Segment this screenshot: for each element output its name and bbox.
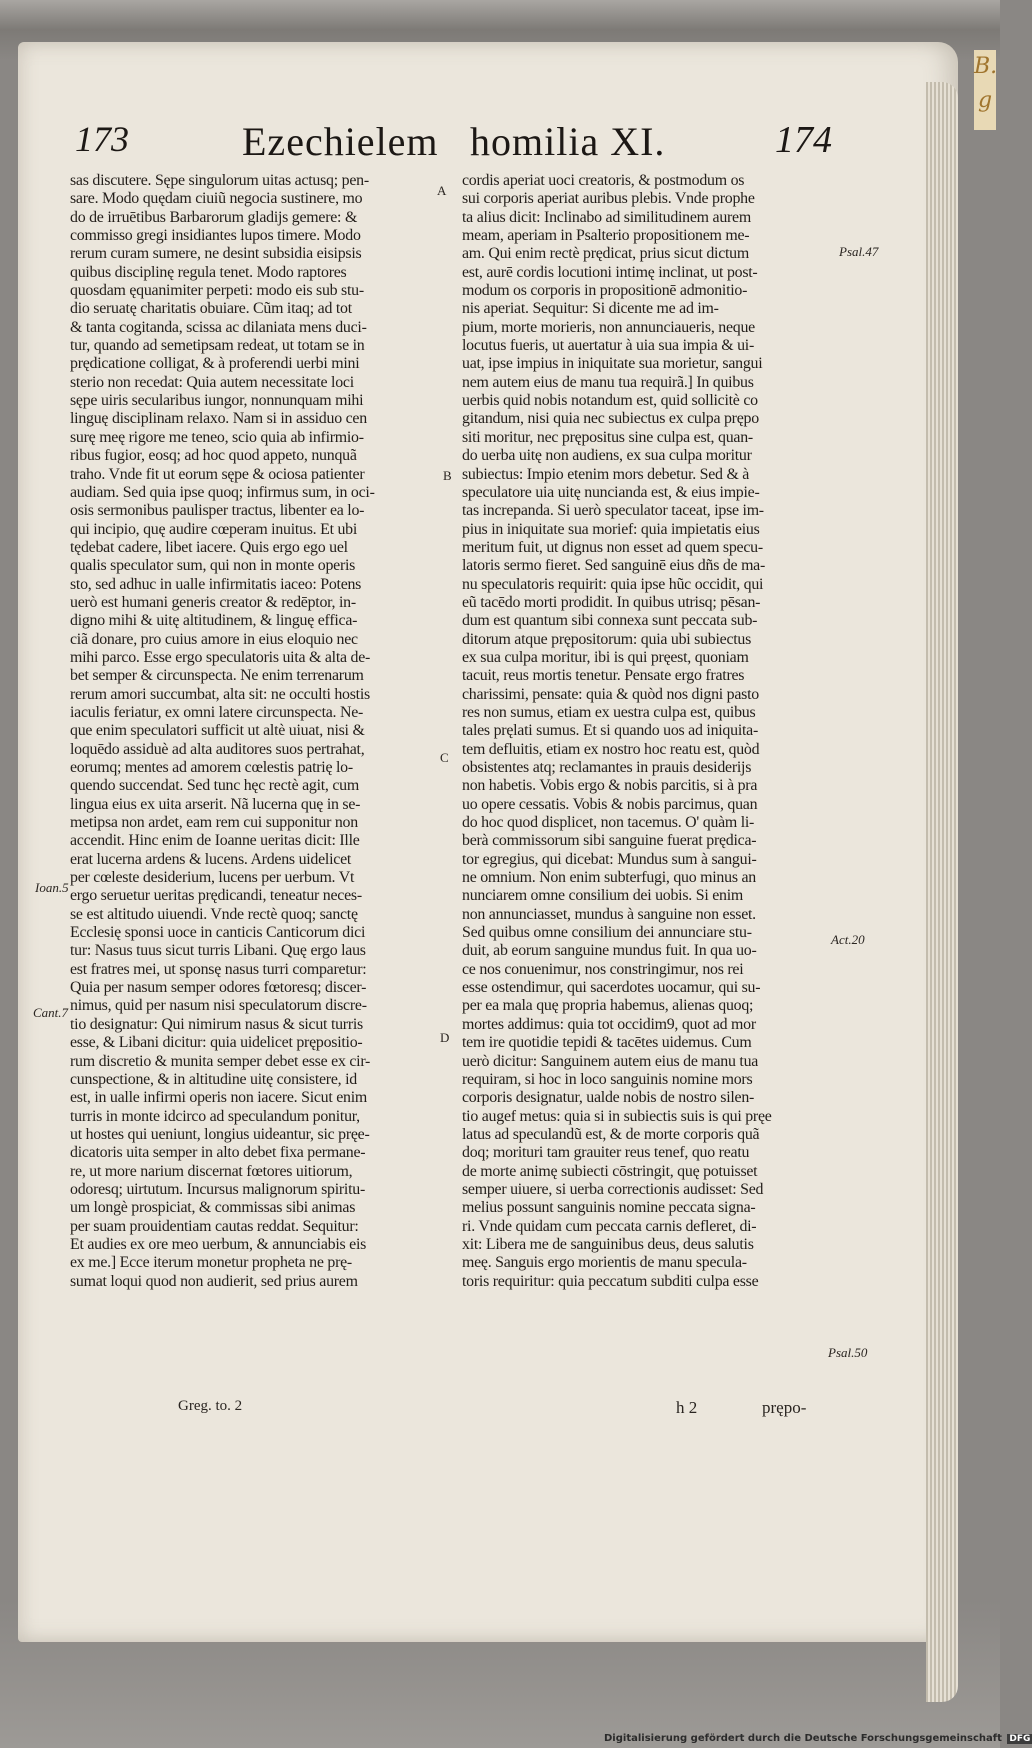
text-line: meę. Sanguis ergo morientis de manu specula-	[462, 1254, 747, 1272]
text-line: re, ut more narium discernat fœtores uitiorum,	[70, 1162, 353, 1180]
text-column-right	[462, 172, 830, 1291]
text-line: esse, & Libani dicitur: quia uidelicet prępositio-	[70, 1034, 363, 1052]
text-line: gitandum, nisi quia nec subiectus ex culpa prępo	[462, 410, 759, 428]
text-line: tędebat cadere, libet iacere. Quis ergo ego uel	[70, 538, 348, 556]
text-line: meritum fuit, ut dignus non esset ad quem specu-	[462, 538, 763, 556]
text-line: metipsa non ardet, eam rem cui supponitur non	[70, 814, 358, 832]
text-line: uerò dicitur: Sanguinem autem eius de manu tua	[462, 1052, 759, 1070]
text-line: Ecclesię sponsi uoce in canticis Canticorum dici	[70, 924, 366, 942]
text-line: eorumq; mentes ad amorem cœlestis patrię lo-	[70, 759, 353, 776]
running-title-right: homilia XI.	[470, 119, 666, 164]
text-line: ergo seruetur ueritas prędicandi, teneatur neces-	[70, 887, 362, 905]
gathering-mark: h 2	[676, 1398, 698, 1417]
text-line: uat, ipse impius in iniquitate sua morietur, sangui	[462, 355, 763, 373]
text-line: semper uiuere, si uerba correctionis audisset: Sed	[462, 1180, 764, 1198]
text-line: prędicatione colligat, & à proferendi uerbi mini	[70, 355, 360, 373]
text-line: Quia per nasum semper odores fœtoresq; discer-	[70, 979, 367, 997]
text-line: ex me.] Ecce iterum monetur propheta ne prę-	[70, 1254, 352, 1272]
section-mark-a: A	[437, 183, 447, 198]
text-line: tur, quando ad semetipsam redeat, ut totam se in	[70, 337, 365, 355]
text-line: modum os corporis in propositionē admonitio-	[462, 282, 748, 300]
text-line: tur: Nasus tuus sicut turris Libani. Quę ergo laus	[70, 942, 366, 960]
text-line: rerum curam sumere, ne desint subsidia eisipsis	[70, 245, 362, 263]
margin-note-psal-47: Psal.47	[839, 244, 879, 259]
dfg-logo-icon: DFG	[1009, 1734, 1031, 1744]
text-line: pium, morte morieris, non annunciaueris, neque	[462, 318, 755, 336]
text-line: ri. Vnde quidam cum peccata carnis defleret, di-	[462, 1217, 757, 1235]
text-line: ex sua culpa moritur, ibi is qui pręest, quoniam	[462, 648, 749, 666]
margin-note-cant-7: Cant.7	[33, 1005, 69, 1020]
text-line: tas increpanda. Si uerò speculator taceat, ipse im-	[462, 502, 764, 520]
text-line: & tanta cogitanda, scissa ac dilaniata mens duci-	[70, 318, 367, 336]
page-number-right: 174	[775, 119, 832, 161]
text-column-left	[70, 172, 442, 1291]
text-line: uerò est humani generis creator & redēptor, in-	[70, 593, 356, 611]
text-line: est, aurē cordis locutioni intimę inclinat, ut post-	[462, 263, 758, 281]
text-line: per ea mala quę propria habemus, alienas quoq;	[462, 997, 754, 1015]
text-line: eũ tacēdo morti prodidit. In quibus utrisq; pēsan-	[462, 593, 761, 611]
running-title-left: Ezechielem	[242, 119, 439, 164]
text-line: sterio non recedat: Quia autem necessitate loci	[70, 373, 354, 391]
text-line: meam, aperiam in Psalterio propositionem me-	[462, 227, 750, 245]
text-line: nunciarem omne consilium dei uobis. Si enim	[462, 887, 743, 905]
text-line: ribus fugior, eosq; ad hoc quod appeto, nunquã	[70, 447, 357, 465]
text-line: doq; morituri tam grauiter reus tenef, quo reatu	[462, 1144, 750, 1162]
text-line: berà commissorum sibi sanguine fuerat prędica-	[462, 832, 757, 850]
digitization-credit-line	[604, 1733, 1032, 1744]
text-line: traho. Vnde fit ut eorum sępe & ociosa patienter	[70, 465, 365, 483]
text-line: rerum amori succumbat, alta sit: ne occulti hostis	[70, 685, 370, 703]
text-line: melius possunt sanguinis nomine peccata signa-	[462, 1199, 756, 1217]
text-line: subiectus: Impio etenim mors debetur. Sed & à	[462, 465, 750, 483]
text-line: latus ad speculandũ est, & de morte corporis quã	[462, 1125, 760, 1143]
text-line: locutus fueris, ut auertatur à uia sua impia & ui-	[462, 337, 754, 355]
text-line: ditorum atque prępositorum: quia ubi subiectus	[462, 630, 752, 648]
text-line: tacuit, reus mortis tenetur. Pensate ergo fratres	[462, 667, 745, 685]
text-line: surę meę rigore me teneo, scio quia ab infirmio-	[70, 428, 364, 446]
text-line: speculatore uia uitę nuncianda est, & eius impie-	[462, 483, 760, 501]
text-line: cunspectione, & in altitudine uitę consistere, id	[70, 1070, 357, 1088]
text-line: est, in ualle infirmi operis non iacere. Sicut enim	[70, 1089, 368, 1107]
text-line: ta alius dicit: Inclinabo ad similitudinem aurem	[462, 208, 751, 226]
digitization-credit-text: Digitalisierung gefördert durch die Deutsche Forschungsgemeinschaft	[604, 1733, 1002, 1744]
margin-note-ioan-5: Ioan.5	[35, 880, 69, 895]
section-mark-c: C	[440, 750, 449, 765]
text-line: duit, ab eorum sanguine mundus fuit. In qua uo-	[462, 942, 757, 960]
text-line: obsistentes atq; reclamantes in prauis desiderijs	[462, 759, 752, 776]
page-stack-edge	[926, 82, 958, 1702]
text-line: non annunciasset, mundus à sanguine non esset.	[462, 905, 756, 923]
text-line: accendit. Hinc enim de Ioanne ueritas dicit: Ille	[70, 832, 360, 850]
text-line: turris in monte idcirco ad speculandum ponitur,	[70, 1107, 360, 1125]
text-line: nis aperiat. Sequitur: Si dicente me ad im-	[462, 300, 719, 318]
text-line: toris requiritur: quia peccatum subditi culpa esse	[462, 1272, 759, 1290]
text-line: de morte animę subiecti cōstringit, quę potuisset	[462, 1162, 758, 1180]
text-line: latoris sermo fieret. Sed sanguinē eius dñs de ma-	[462, 557, 766, 575]
section-mark-b: B	[443, 468, 452, 483]
text-line: linguę disciplinam relaxo. Nam si in assiduo cen	[70, 410, 367, 428]
text-line: erat lucerna ardens & lucens. Ardens uidelicet	[70, 850, 352, 868]
text-line: tem ire quotidie tepidi & tacētes uidemus. Cum	[462, 1034, 752, 1052]
text-line: digno mihi & uitę altitudinem, & linguę effica-	[70, 612, 358, 630]
text-line: uerbis quid nobis notandum est, quid sollicitè co	[462, 392, 758, 410]
text-line: mihi parco. Esse ergo speculatoris uita & alta de-	[70, 648, 371, 666]
text-line: uo opere cessatis. Vobis & nobis parcimus, quan	[462, 795, 758, 813]
text-line: loquēdo assiduè ad alta auditores suos pertrahat,	[70, 740, 365, 758]
text-line: requiram, si hoc in loco sanguinis nomine mors	[462, 1070, 753, 1088]
text-line: nem autem eius de manu tua requirã.] In quibus	[462, 373, 754, 391]
text-line: sui corporis aperiat auribus plebis. Vnde prophe	[462, 190, 755, 208]
text-line: osis sermonibus paulisper tractus, libenter ea lo-	[70, 502, 365, 520]
text-line: am. Qui enim rectè prędicat, prius sicut dictum	[462, 245, 749, 263]
text-line: audiam. Sed quia ipse quoq; infirmus sum, in oci-	[70, 483, 375, 501]
margin-note-act-20: Act.20	[831, 932, 865, 947]
text-line: dio seruatę charitatis obuiare. Cũm itaq; ad tot	[70, 300, 352, 318]
text-line: do hoc quod displicet, non tacemus. O' quàm li-	[462, 814, 755, 832]
text-line: sępe uiris secularibus iungor, nonnunquam mihi	[70, 392, 364, 410]
text-line: quendo succendat. Sed tunc hęc rectè agit, cum	[70, 777, 359, 795]
text-line: tales pręlati sumus. Et si quando uos ad iniquita-	[462, 722, 758, 740]
text-line: est fratres mei, ut sponsę nasus turri comparetur:	[70, 960, 367, 978]
text-line: do de irruētibus Barbarorum gladijs gemere: &	[70, 208, 358, 226]
library-label-sticker: B. g	[974, 50, 996, 130]
text-line: Et audies ex ore meo uerbum, & annunciabis eis	[70, 1235, 367, 1253]
text-line: sumat loqui quod non audierit, sed prius aurem	[70, 1272, 358, 1290]
text-line: dicatoris uita semper in alto debet fixa permane-	[70, 1144, 366, 1162]
text-line: tio designatur: Qui nimirum nasus & sicut turris	[70, 1015, 363, 1033]
text-line: iaculis feriatur, ex omni latere circunspecta. Ne-	[70, 703, 364, 721]
text-line: rum discretio & munita semper debet esse ex cir-	[70, 1052, 371, 1070]
text-line: tor egregius, qui dicebat: Mundus sum à sangui-	[462, 850, 757, 868]
text-line: do uerba uitę non audiens, ex sua culpa moritur	[462, 447, 752, 465]
text-line: siti moritur, nec prępositus sine culpa est, quan-	[462, 428, 753, 446]
text-line: charissimi, pensate: quia & quòd nos digni pasto	[462, 685, 759, 703]
text-line: dum est quantum sibi connexa sunt peccata sub-	[462, 612, 758, 630]
text-line: sas discutere. Sępe singulorum uitas actusq; pen-	[70, 172, 369, 189]
text-line: ne omnium. Non enim subterfugi, quo minus an	[462, 869, 756, 887]
text-line: nimus, quid per nasum nisi speculatorum discre-	[70, 997, 367, 1015]
text-line: res non sumus, etiam ex uestra culpa est, quibus	[462, 703, 756, 721]
text-line: odoresq; uirtutum. Incursus malignorum spiritu-	[70, 1180, 365, 1198]
text-line: corporis designatur, ualde nobis de nostro silen-	[462, 1089, 755, 1107]
text-line: qualis speculator sum, qui non in monte operis	[70, 557, 356, 575]
text-line: Sed quibus omne consilium dei annunciare stu-	[462, 924, 752, 942]
text-line: cordis aperiat uoci creatoris, & postmodum os	[462, 172, 745, 189]
text-line: xit: Libera me de sanguinibus deus, deus salutis	[462, 1235, 754, 1253]
text-line: lingua eius ex uita arserit. Nã lucerna quę in se-	[70, 795, 361, 813]
text-line: esse ostendimur, qui sacerdotes uocamur, qui su-	[462, 979, 761, 997]
text-line: um longè prospiciat, & commissas sibi animas	[70, 1199, 356, 1217]
text-line: per cœleste desiderium, lucens per uerbum. Vt	[70, 869, 355, 887]
text-line: qui incipio, quę audire cœperam inuitus. Et ubi	[70, 520, 358, 538]
text-line: mortes addimus: quia tot occidim9, quot ad mor	[462, 1015, 756, 1033]
catchword: prępo-	[762, 1398, 807, 1417]
text-line: non habetis. Vobis ergo & nobis parcitis, si à pra	[462, 777, 758, 795]
text-line: nu speculatoris requirit: quia ipse hũc occidit, qui	[462, 575, 764, 593]
text-line: ciã donare, pro cuius amore in eius eloquio nec	[70, 630, 358, 648]
text-line: per suam prouidentiam cautas reddat. Sequitur:	[70, 1217, 359, 1235]
text-line: ut hostes qui ueniunt, longius uideantur, sic pręe-	[70, 1125, 370, 1143]
text-line: que enim speculatori sufficit ut altè uiuat, nisi &	[70, 722, 365, 740]
text-line: tio augef metus: quia si in subiectis suis is qui pręe	[462, 1107, 772, 1125]
text-line: bet semper & circunspecta. Ne enim terrenarum	[70, 667, 364, 685]
text-line: se est altitudo uiuendi. Vnde rectè quoq; sanctę	[70, 905, 358, 923]
page-number-left: 173	[75, 119, 129, 159]
text-line: sto, sed adhuc in ualle infirmitatis iaceo: Potens	[70, 575, 362, 593]
text-line: ce nos conuenimur, nos constringimur, nos rei	[462, 960, 744, 978]
signature-mark: Greg. to. 2	[178, 1398, 243, 1414]
text-line: sare. Modo quędam ciuiũ negocia sustinere, mo	[70, 190, 363, 208]
text-line: pius in iniquitate sua morief: quia impietatis eius	[462, 520, 760, 538]
text-line: commisso gregi insidiantes lupos timere. Modo	[70, 227, 361, 245]
section-mark-d: D	[440, 1030, 450, 1045]
margin-note-psal-50: Psal.50	[828, 1345, 868, 1360]
text-line: tem defluitis, etiam ex nostro hoc reatu est, quòd	[462, 740, 760, 758]
text-line: quosdam ęquanimiter perpeti: modo eis sub stu-	[70, 282, 364, 300]
text-line: quibus disciplinę regula tenet. Modo raptores	[70, 263, 347, 281]
